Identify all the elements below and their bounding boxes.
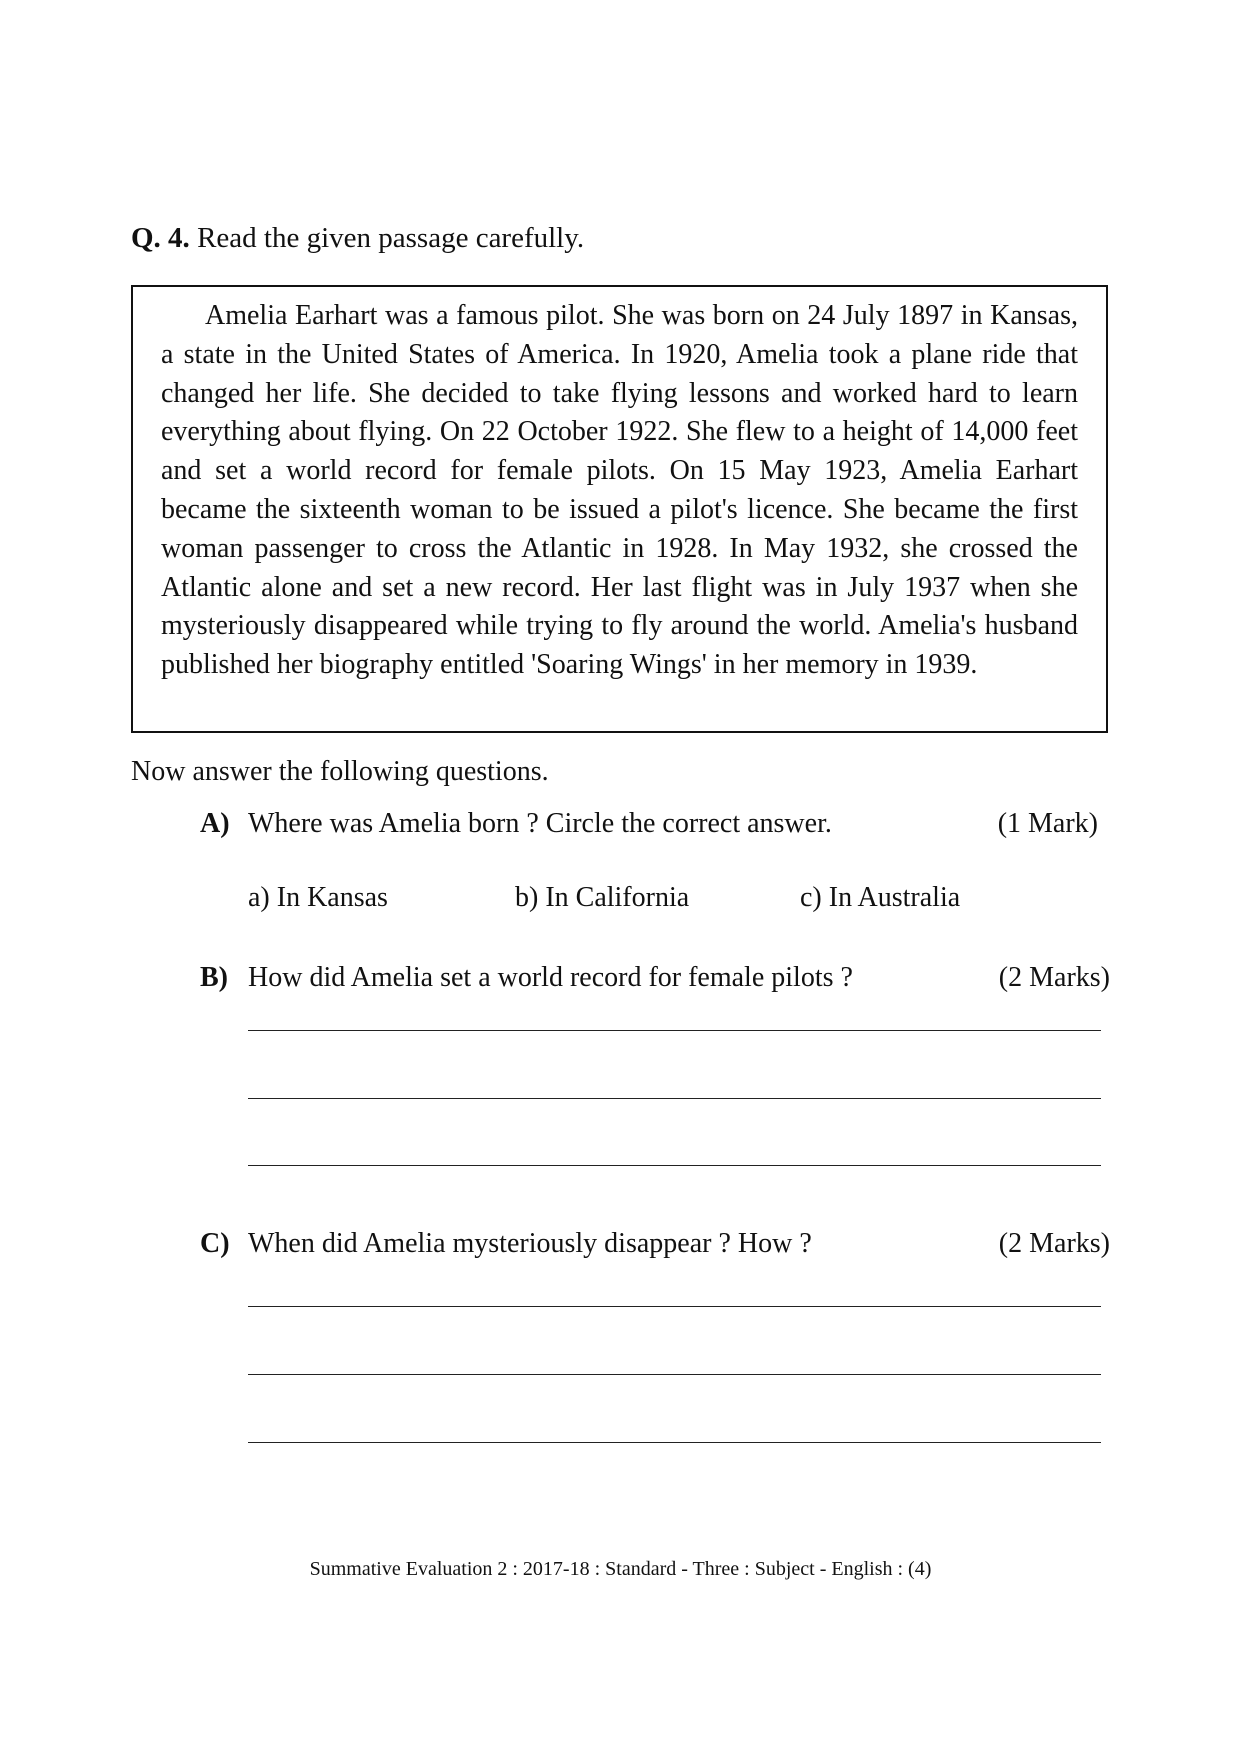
answer-line-b-3[interactable]: [248, 1165, 1101, 1166]
question-c-text: When did Amelia mysteriously disappear ? How ?: [248, 1228, 812, 1259]
passage-text: Amelia Earhart was a famous pilot. She was born on 24 July 1897 in Kansas, a state in the United States of America. In 1920, Amelia took a plane ride that changed her life. She decided to take flying lessons and worked hard to learn everything about flying. On 22 October 1922. She flew to a height of 14,000 feet and set a world record for female pilots. On 15 May 1923, Amelia Earhart became the sixteenth woman to be issued a pilot's licence. She became the first woman passenger to cross the Atlantic in 1928. In May 1932, she crossed the Atlantic alone and set a new record. Her last flight was in July 1937 when she mysteriously disappeared while trying to fly around the world. Amelia's husband published her biography entitled 'Soaring Wings' in her memory in 1939.: [161, 300, 1078, 681]
question-number: Q. 4.: [131, 222, 190, 254]
question-b-marks: (2 Marks): [998, 962, 1110, 993]
question-b-label: B): [200, 962, 228, 993]
option-a[interactable]: a) In Kansas: [248, 882, 388, 913]
answer-line-b-2[interactable]: [248, 1098, 1101, 1099]
question-a-marks: (1 Mark): [997, 808, 1098, 839]
answer-line-c-3[interactable]: [248, 1442, 1101, 1443]
option-b[interactable]: b) In California: [515, 882, 690, 913]
answer-instruction: Now answer the following questions.: [131, 756, 549, 787]
question-heading: [131, 222, 584, 255]
answer-line-b-1[interactable]: [248, 1030, 1101, 1031]
page-footer: Summative Evaluation 2 : 2017-18 : Standard - Three : Subject - English : (4): [309, 1558, 932, 1580]
passage-box: [131, 285, 1108, 733]
question-b-text: How did Amelia set a world record for female pilots ?: [248, 962, 853, 993]
question-c-label: C): [200, 1228, 230, 1259]
answer-line-c-2[interactable]: [248, 1374, 1101, 1375]
question-a-label: A): [200, 808, 230, 839]
question-instruction: Read the given passage carefully.: [197, 222, 585, 254]
question-c-marks: (2 Marks): [998, 1228, 1110, 1259]
question-a-text: Where was Amelia born ? Circle the correct answer.: [248, 808, 832, 839]
option-c[interactable]: c) In Australia: [800, 882, 961, 913]
answer-line-c-1[interactable]: [248, 1306, 1101, 1307]
